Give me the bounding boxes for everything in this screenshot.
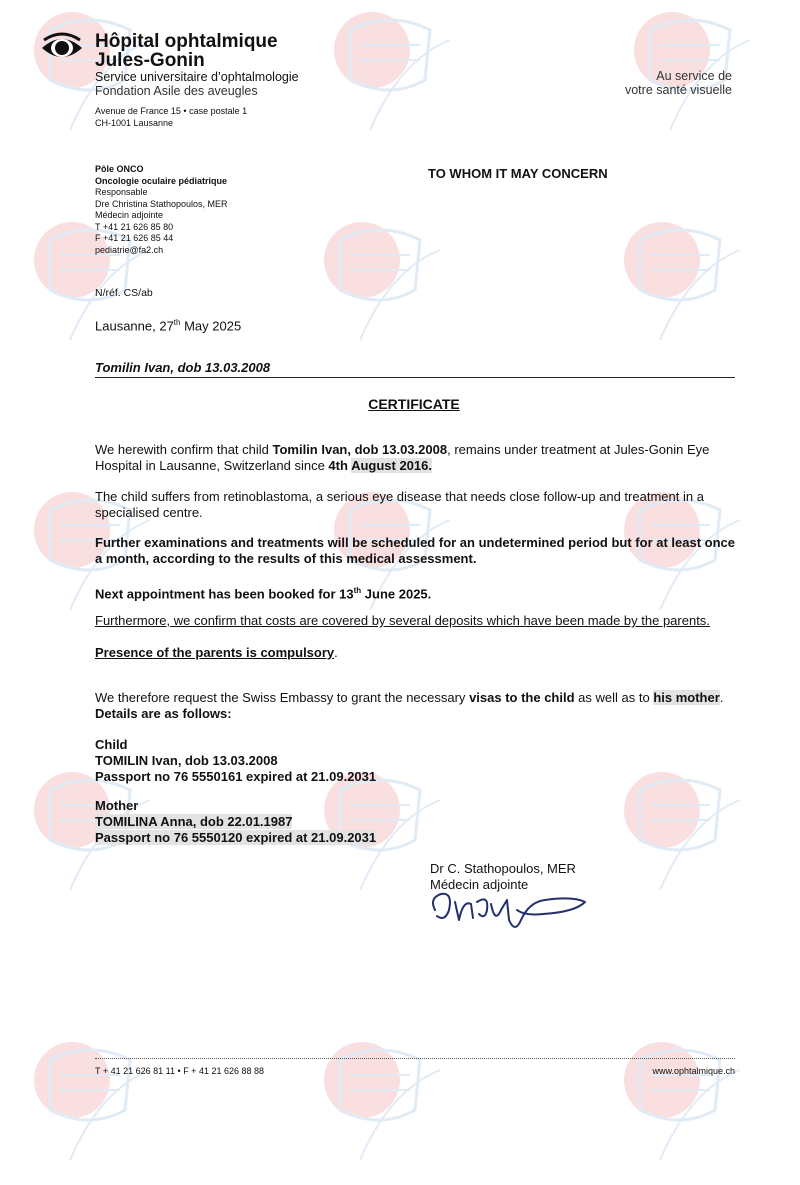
p7-child: visas to the child: [469, 690, 575, 705]
mother-name: TOMILINA Anna, dob 22.01.1987: [95, 814, 293, 829]
paragraph-4: [95, 583, 431, 602]
footer-fax: F + 41 21 626 88 88: [183, 1066, 265, 1076]
child-label: Child: [95, 737, 128, 752]
watermark-icon: [30, 1030, 180, 1185]
recipient: TO WHOM IT MAY CONCERN: [428, 166, 608, 181]
p7-period: .: [719, 690, 724, 705]
p7-details: Details are as follows:: [95, 706, 232, 721]
footer-contacts: [95, 1066, 264, 1076]
address-city: CH-1001 Lausanne: [95, 117, 174, 128]
foundation-name: Fondation Asile des aveugles: [95, 84, 258, 98]
logo-eye-icon: [40, 32, 84, 64]
date-sup: th: [173, 318, 181, 327]
watermark-icon: [620, 760, 770, 915]
sender-phone: T +41 21 626 85 80: [95, 221, 174, 232]
subject-underline: [95, 377, 735, 378]
address-street: Avenue de France 15: [95, 106, 181, 116]
footer-phone: T + 41 21 626 81 11: [95, 1066, 175, 1076]
footer-divider: [95, 1058, 735, 1059]
hospital-name-line1: Hôpital ophtalmique: [95, 31, 278, 52]
sender-block: [95, 164, 228, 256]
sender-name: Dre Christina Stathopoulos, MER: [95, 198, 228, 209]
mother-details: [95, 798, 376, 846]
child-details: [95, 737, 376, 785]
p6-period: .: [334, 645, 338, 660]
tagline-line2: votre santé visuelle: [624, 83, 732, 97]
child-passport: Passport no 76 5550161 expired at 21.09.2031: [95, 769, 377, 784]
service-name: Service universitaire d’ophtalmologie: [95, 70, 299, 84]
watermark-icon: [320, 1030, 470, 1185]
paragraph-3: Further examinations and treatments will be scheduled for an undetermined period but for at least once a month, according to the results of this medical assessment.: [95, 535, 736, 566]
sender-department: Oncologie oculaire pédiatrique: [95, 175, 228, 186]
address-bullet: •: [183, 106, 187, 116]
p4-text-a: Next appointment has been booked for 13: [95, 586, 354, 602]
p4-text-b: June 2025.: [361, 586, 432, 602]
hospital-name-line2: Jules-Gonin: [95, 50, 205, 71]
reference: N/réf. CS/ab: [95, 287, 153, 299]
p1-text-c: , remains under treatment at Jules-Gonin Eye Hospital in Lausanne, Switzerland since: [95, 442, 710, 473]
p1-child-name: Tomilin Ivan, dob 13.03.2008: [272, 442, 448, 457]
p1-date-b: August 2016.: [351, 458, 432, 473]
paragraph-5: Furthermore, we confirm that costs are covered by several deposits which have been made by the parents.: [95, 613, 710, 628]
paragraph-7: [95, 690, 745, 722]
address-box: case postale 1: [189, 106, 248, 116]
handwritten-signature: [425, 880, 595, 940]
letter-date: [95, 315, 241, 334]
watermark-icon: [330, 0, 480, 155]
signature-name: Dr C. Stathopoulos, MER: [430, 861, 576, 876]
p1-text-a: We herewith confirm that child: [95, 442, 273, 457]
sender-role: Responsable: [95, 187, 148, 197]
sender-title: Médecin adjointe: [95, 210, 164, 220]
signature-title: Médecin adjointe: [430, 877, 529, 892]
subject-line: Tomilin Ivan, dob 13.03.2008: [95, 360, 271, 375]
p7-text-a: We therefore request the Swiss Embassy to grant the necessary: [95, 690, 470, 705]
paragraph-1: [95, 442, 735, 474]
mother-label: Mother: [95, 798, 139, 813]
sender-email: pediatrie@fa2.ch: [95, 244, 164, 255]
p6-text: Presence of the parents is compulsory: [95, 645, 335, 660]
footer-website: www.ophtalmique.ch: [652, 1066, 735, 1076]
watermark-icon: [620, 1030, 770, 1185]
sender-fax: F +41 21 626 85 44: [95, 233, 174, 243]
p1-date-a: 4th: [328, 458, 352, 473]
p4-sup: th: [353, 586, 362, 595]
hospital-address: [95, 106, 247, 129]
certificate-heading: CERTIFICATE: [368, 396, 460, 412]
sender-pole: Pôle ONCO: [95, 164, 144, 174]
paragraph-6: [95, 645, 338, 661]
paragraph-2: The child suffers from retinoblastoma, a serious eye disease that needs close follow-up and treatment in a specialised centre.: [95, 489, 704, 520]
p7-text-c: as well as to: [574, 690, 654, 705]
mother-passport: Passport no 76 5550120 expired at 21.09.2031: [95, 830, 377, 845]
date-rest: May 2025: [180, 318, 242, 334]
date-place: Lausanne, 27: [95, 318, 174, 334]
footer-bullet: •: [177, 1066, 181, 1076]
watermark-icon: [320, 210, 470, 365]
child-name: TOMILIN Ivan, dob 13.03.2008: [95, 753, 278, 768]
tagline-line1: Au service de: [656, 69, 732, 83]
p7-mother: his mother: [653, 690, 720, 705]
watermark-icon: [620, 210, 770, 365]
